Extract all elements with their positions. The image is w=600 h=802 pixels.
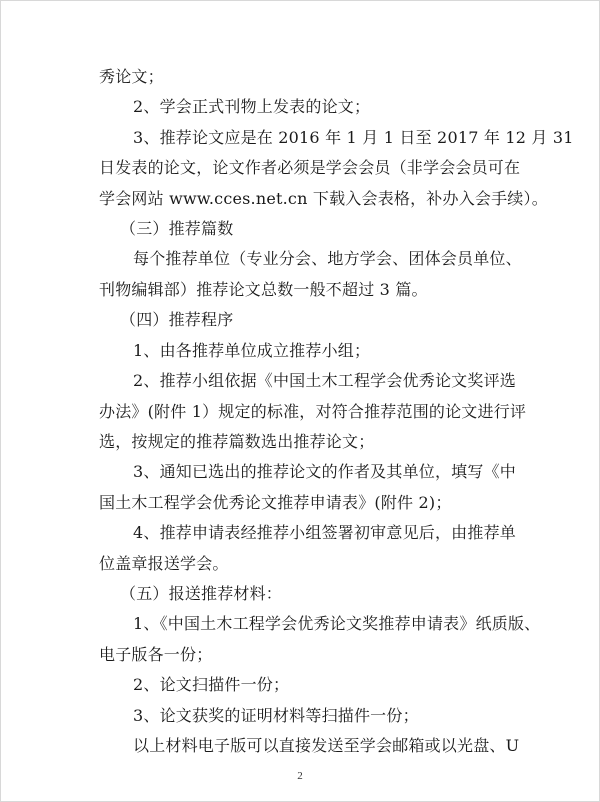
text-line: 2、学会正式刊物上发表的论文； (133, 97, 371, 116)
text-line: 日发表的论文，论文作者必须是学会会员（非学会会员可在 (99, 158, 521, 177)
text-line: 以上材料电子版可以直接发送至学会邮箱或以光盘、U (133, 736, 520, 755)
text-line: 1、由各推荐单位成立推荐小组； (133, 341, 371, 360)
text-line: 选，按规定的推荐篇数选出推荐论文； (99, 432, 375, 451)
text-line: 学会网站 www.cces.net.cn 下载入会表格，补办入会手续）。 (99, 189, 548, 208)
section-heading: （四）推荐程序 (120, 310, 234, 329)
text-line: 国土木工程学会优秀论文推荐申请表》(附件 2)； (99, 493, 452, 512)
text-line: 2、论文扫描件一份； (133, 675, 290, 694)
section-heading: （三）推荐篇数 (120, 219, 234, 238)
text-line: 4、推荐申请表经推荐小组签署初审意见后，由推荐单 (133, 523, 516, 542)
text-line: 2、推荐小组依据《中国土木工程学会优秀论文奖评选 (133, 371, 516, 390)
section-heading: （五）报送推荐材料： (120, 584, 283, 603)
text-line: 刊物编辑部）推荐论文总数一般不超过 3 篇。 (99, 280, 428, 299)
text-line: 电子版各一份； (99, 645, 213, 664)
text-line: 3、推荐论文应是在 2016 年 1 月 1 日至 2017 年 12 月 31 (133, 128, 574, 147)
text-line: 每个推荐单位（专业分会、地方学会、团体会员单位、 (133, 249, 522, 268)
text-line: 办法》(附件 1）规定的标准，对符合推荐范围的论文进行评 (99, 402, 527, 421)
text-line: 秀论文； (99, 67, 164, 86)
text-line: 1、《中国土木工程学会优秀论文奖推荐申请表》纸质版、 (133, 614, 541, 633)
text-line: 3、论文获奖的证明材料等扫描件一份； (133, 706, 419, 725)
page-number: 2 (297, 770, 303, 782)
text-line: 位盖章报送学会。 (99, 554, 229, 573)
text-line: 3、通知已选出的推荐论文的作者及其单位，填写《中 (133, 462, 516, 481)
